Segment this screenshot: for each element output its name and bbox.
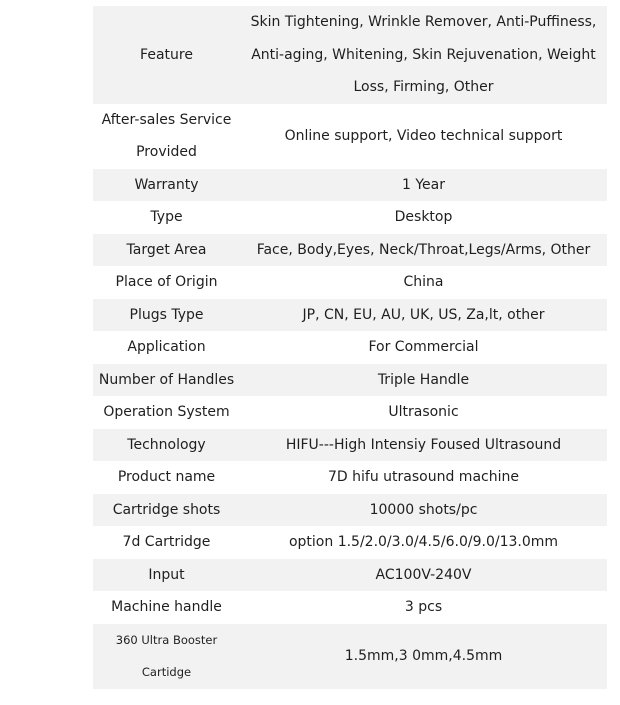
spec-label: Machine handle [93, 591, 240, 624]
spec-label: Plugs Type [93, 299, 240, 332]
spec-row-technology [93, 429, 607, 462]
spec-label: Application [93, 331, 240, 364]
spec-value: Ultrasonic [240, 396, 607, 429]
spec-value: Triple Handle [240, 364, 607, 397]
spec-row-operation-system [93, 396, 607, 429]
spec-row-application [93, 331, 607, 364]
spec-row-after-sales-service [93, 104, 607, 169]
spec-label: Cartridge shots [93, 494, 240, 527]
spec-row-type [93, 201, 607, 234]
spec-row-cartridge-shots [93, 494, 607, 527]
spec-value: Desktop [240, 201, 607, 234]
spec-label: Warranty [93, 169, 240, 202]
spec-row-machine-handle [93, 591, 607, 624]
spec-label: Number of Handles [93, 364, 240, 397]
spec-row-target-area [93, 234, 607, 267]
spec-value: 7D hifu utrasound machine [240, 461, 607, 494]
spec-value: Skin Tightening, Wrinkle Remover, Anti-Puffiness, Anti-aging, Whitening, Skin Rejuvenation, Weight Loss, Firming, Other [240, 6, 607, 104]
spec-row-product-name [93, 461, 607, 494]
spec-row-number-of-handles [93, 364, 607, 397]
spec-label: Input [93, 559, 240, 592]
spec-value: 10000 shots/pc [240, 494, 607, 527]
spec-value: Face, Body,Eyes, Neck/Throat,Legs/Arms, Other [240, 234, 607, 267]
spec-value: AC100V-240V [240, 559, 607, 592]
spec-label: Technology [93, 429, 240, 462]
spec-label: After-sales Service Provided [93, 104, 240, 169]
spec-value: For Commercial [240, 331, 607, 364]
spec-label: Place of Origin [93, 266, 240, 299]
spec-value: option 1.5/2.0/3.0/4.5/6.0/9.0/13.0mm [240, 526, 607, 559]
spec-label: 360 Ultra Booster Cartidge [93, 624, 240, 689]
spec-row-7d-cartridge [93, 526, 607, 559]
spec-label: Operation System [93, 396, 240, 429]
spec-value: JP, CN, EU, AU, UK, US, Za,lt, other [240, 299, 607, 332]
spec-label: 7d Cartridge [93, 526, 240, 559]
spec-value: 1 Year [240, 169, 607, 202]
spec-value: 3 pcs [240, 591, 607, 624]
spec-row-place-of-origin [93, 266, 607, 299]
spec-label: Feature [93, 6, 240, 104]
spec-value: China [240, 266, 607, 299]
spec-row-warranty [93, 169, 607, 202]
spec-row-360-ultra-booster-cartidge [93, 624, 607, 689]
spec-row-plugs-type [93, 299, 607, 332]
spec-value: 1.5mm,3 0mm,4.5mm [240, 624, 607, 689]
spec-label: Product name [93, 461, 240, 494]
spec-value: HIFU---High Intensiy Foused Ultrasound [240, 429, 607, 462]
spec-row-input [93, 559, 607, 592]
spec-label: Type [93, 201, 240, 234]
specification-table [93, 6, 607, 689]
spec-value: Online support, Video technical support [240, 104, 607, 169]
spec-label: Target Area [93, 234, 240, 267]
spec-row-feature [93, 6, 607, 104]
